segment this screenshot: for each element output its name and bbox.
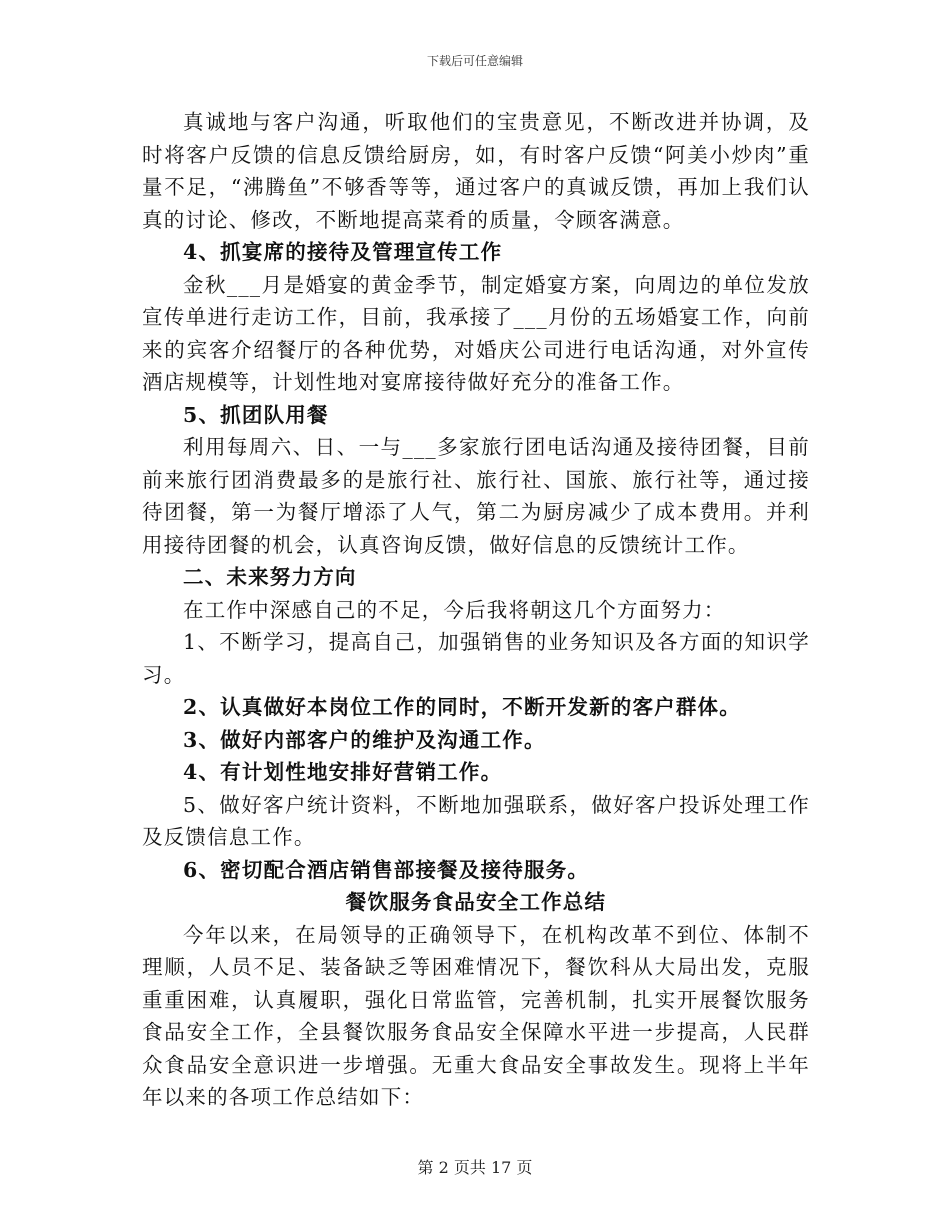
paragraph: 1、不断学习，提高自己，加强销售的业务知识及各方面的知识学习。 — [142, 630, 810, 687]
paragraph: 金秋___月是婚宴的黄金季节，制定婚宴方案，向周边的单位发放宣传单进行走访工作，目前，我承接了___月份的五场婚宴工作，向前来的宾客介绍餐厅的各种优势，对婚庆公司进行电话沟通，对外宣传酒店规模等，计划性地对宴席接待做好充分的准备工作。 — [142, 272, 810, 394]
list-item: 5、做好客户统计资料，不断地加强联系，做好客户投诉处理工作及反馈信息工作。 — [142, 792, 810, 849]
paragraph: 真诚地与客户沟通，听取他们的宝贵意见，不断改进并协调，及时将客户反馈的信息反馈给厨房，如，有时客户反馈“阿美小炒肉”重量不足，“沸腾鱼”不够香等等，通过客户的真诚反馈，再加上我们认真的讨论、修改，不断地提高菜肴的质量，令顾客满意。 — [142, 110, 810, 232]
document-title: 餐饮服务食品安全工作总结 — [345, 890, 607, 914]
section-heading: 二、未来努力方向 — [183, 565, 357, 589]
list-item: 2、认真做好本岗位工作的同时，不断开发新的客户群体。 — [183, 695, 741, 719]
list-item: 6、密切配合酒店销售部接餐及接待服务。 — [183, 857, 590, 882]
page-header: 下载后可任意编辑 — [426, 54, 523, 68]
list-item: 3、做好内部客户的维护及沟通工作。 — [183, 727, 546, 752]
section-heading: 4、抓宴席的接待及管理宣传工作 — [183, 240, 503, 264]
document-body — [142, 106, 810, 1114]
paragraph: 利用每周六、日、一与___多家旅行团电话沟通及接待团餐，目前前来旅行团消费最多的是旅行社、旅行社、国旅、旅行社等，通过接待团餐，第一为餐厅增添了人气，第二为厨房减少了成本费用。并利用接待团餐的机会，认真咨询反馈，做好信息的反馈统计工作。 — [142, 435, 810, 557]
paragraph: 今年以来，在局领导的正确领导下，在机构改革不到位、体制不理顺，人员不足、装备缺乏等困难情况下，餐饮科从大局出发，克服重重困难，认真履职，强化日常监管，完善机制，扎实开展餐饮服务食品安全工作，全县餐饮服务食品安全保障水平进一步提高，人民群众食品安全意识进一步增强。无重大食品安全事故发生。现将上半年年以来的各项工作总结如下： — [142, 922, 810, 1109]
paragraph: 在工作中深感自己的不足，今后我将朝这几个方面努力： — [183, 597, 726, 622]
section-heading: 5、抓团队用餐 — [183, 402, 329, 427]
list-item: 4、有计划性地安排好营销工作。 — [183, 760, 503, 784]
page-footer: 第 2 页共 17 页 — [417, 1158, 533, 1177]
